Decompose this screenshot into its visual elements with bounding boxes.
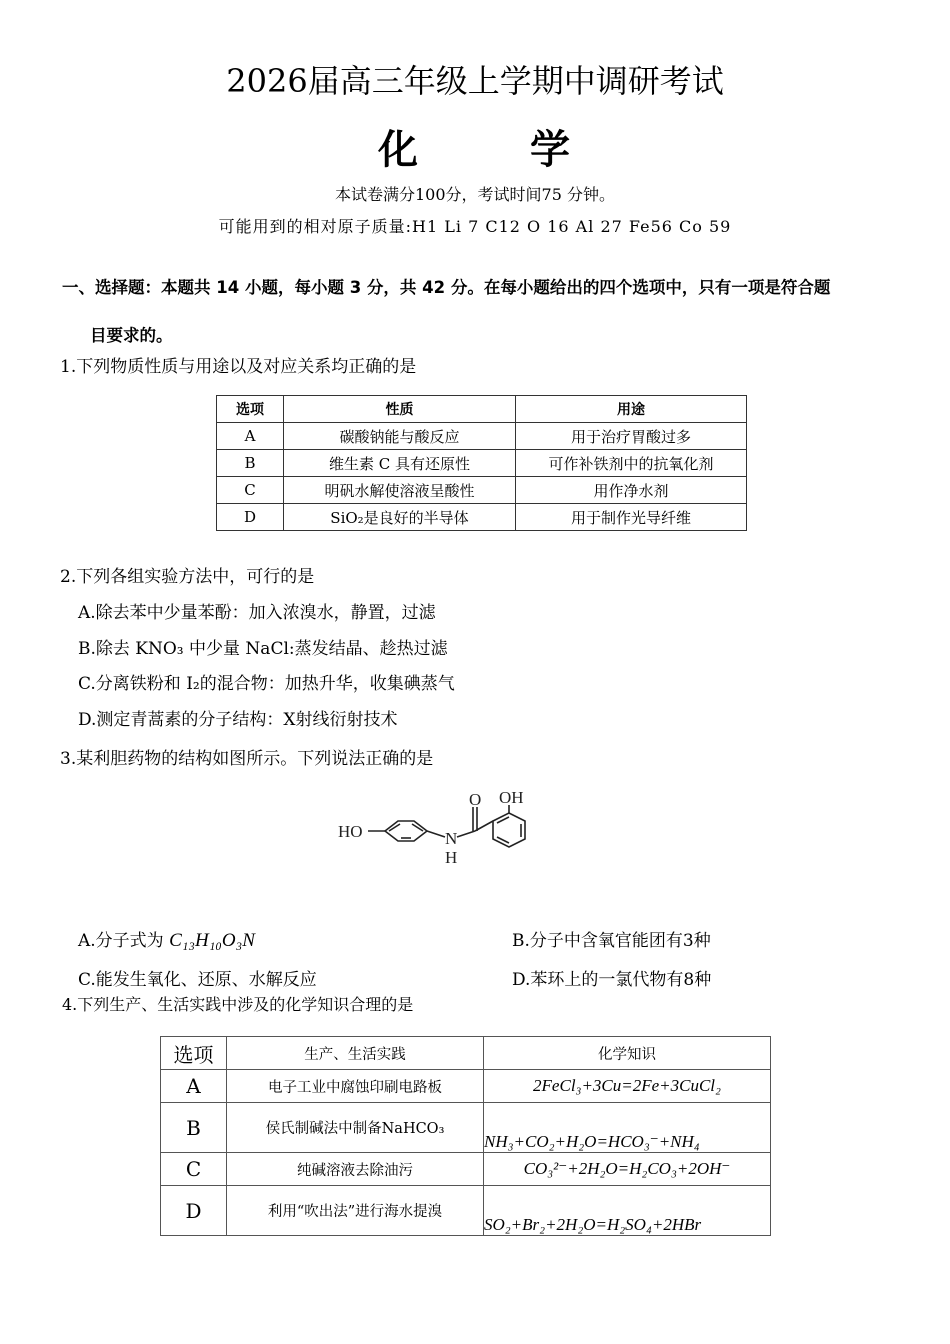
table-row xyxy=(217,450,747,477)
q1-stem: 1.下列物质性质与用途以及对应关系均正确的是 xyxy=(60,357,417,377)
atomic-mass-info: 可能用到的相对原子质量:H1 Li 7 C12 O 16 Al 27 Fe56 Co 59 xyxy=(218,217,732,236)
label-h: H xyxy=(445,848,458,867)
table-cell: 利用“吹出法”进行海水提溴 xyxy=(227,1186,484,1236)
table-cell: B xyxy=(161,1103,227,1153)
q2-option-d: D.测定青蒿素的分子结构：X射线衍射技术 xyxy=(78,710,398,730)
label-o: O xyxy=(469,790,482,809)
subject-char-1: 化 xyxy=(378,126,420,173)
table-cell: 可作补铁剂中的抗氧化剂 xyxy=(516,450,747,477)
label-n: N xyxy=(445,829,458,848)
q3-option-d: D.苯环上的一氯代物有8种 xyxy=(512,970,712,990)
table-cell: 维生素 C 具有还原性 xyxy=(284,450,516,477)
q3-option-a-prefix: A.分子式为 xyxy=(78,931,164,951)
q2-option-a: A.除去苯中少量苯酚：加入浓溴水，静置，过滤 xyxy=(78,603,436,623)
molecule-structure xyxy=(335,785,545,880)
table-cell: A xyxy=(161,1070,227,1103)
table-cell: 侯氏制碱法中制备NaHCO₃ xyxy=(227,1103,484,1153)
section-heading-cont: 目要求的。 xyxy=(90,326,173,345)
table-cell: 用作净水剂 xyxy=(516,477,747,504)
table-row xyxy=(217,477,747,504)
table-cell: 用于制作光导纤维 xyxy=(516,504,747,531)
q3-option-a xyxy=(78,926,255,952)
table-row xyxy=(161,1103,771,1153)
table-row xyxy=(217,504,747,531)
table-header-row xyxy=(217,396,747,423)
exam-info: 本试卷满分100分，考试时间75 分钟。 xyxy=(335,185,615,204)
q4-stem: 4.下列生产、生活实践中涉及的化学知识合理的是 xyxy=(62,995,414,1014)
q3-formula: C₁₃H₁₀O₃N xyxy=(169,930,255,951)
table-cell: B xyxy=(217,450,284,477)
table-cell: SiO₂是良好的半导体 xyxy=(284,504,516,531)
table-header: 化学知识 xyxy=(484,1037,771,1070)
equation-cell: NH₃+CO₂+H₂O=HCO₃⁻+NH₄ xyxy=(484,1103,771,1153)
exam-title: 2026届高三年级上学期中调研考试 xyxy=(226,62,724,100)
table-header: 性质 xyxy=(284,396,516,423)
equation-cell: CO₃²⁻+2H₂O=H₂CO₃+2OH⁻ xyxy=(484,1153,771,1186)
q2-option-b: B.除去 KNO₃ 中少量 NaCl:蒸发结晶、趁热过滤 xyxy=(78,639,448,659)
q1-table xyxy=(216,395,747,531)
equation-cell: SO₂+Br₂+2H₂O=H₂SO₄+2HBr xyxy=(484,1186,771,1236)
table-cell: 用于治疗胃酸过多 xyxy=(516,423,747,450)
table-header: 选项 xyxy=(161,1037,227,1070)
table-cell: D xyxy=(217,504,284,531)
table-cell: A xyxy=(217,423,284,450)
q2-option-c: C.分离铁粉和 I₂的混合物：加热升华，收集碘蒸气 xyxy=(78,674,455,694)
table-cell: 电子工业中腐蚀印刷电路板 xyxy=(227,1070,484,1103)
table-header-row xyxy=(161,1037,771,1070)
table-row xyxy=(217,423,747,450)
table-cell: 碳酸钠能与酸反应 xyxy=(284,423,516,450)
table-row xyxy=(161,1070,771,1103)
label-ho: HO xyxy=(338,822,363,841)
subject-title xyxy=(0,118,950,175)
table-cell: D xyxy=(161,1186,227,1236)
q4-table xyxy=(160,1036,771,1236)
table-header: 用途 xyxy=(516,396,747,423)
q3-option-b: B.分子中含氧官能团有3种 xyxy=(512,931,711,951)
label-oh: OH xyxy=(499,788,524,807)
section-heading: 一、选择题：本题共 14 小题，每小题 3 分，共 42 分。在每小题给出的四个选项中，只有一项是符合题 xyxy=(62,278,831,297)
table-cell: 明矾水解使溶液呈酸性 xyxy=(284,477,516,504)
q3-stem: 3.某利胆药物的结构如图所示。下列说法正确的是 xyxy=(60,749,434,769)
equation-cell: 2FeCl₃+3Cu=2Fe+3CuCl₂ xyxy=(484,1070,771,1103)
table-row xyxy=(161,1153,771,1186)
q2-stem: 2.下列各组实验方法中，可行的是 xyxy=(60,567,315,587)
q3-option-c: C.能发生氧化、还原、水解反应 xyxy=(78,970,317,990)
table-header: 生产、生活实践 xyxy=(227,1037,484,1070)
table-cell: C xyxy=(161,1153,227,1186)
table-row xyxy=(161,1186,771,1236)
table-cell: C xyxy=(217,477,284,504)
table-header: 选项 xyxy=(217,396,284,423)
table-cell: 纯碱溶液去除油污 xyxy=(227,1153,484,1186)
subject-char-2: 学 xyxy=(530,126,572,173)
